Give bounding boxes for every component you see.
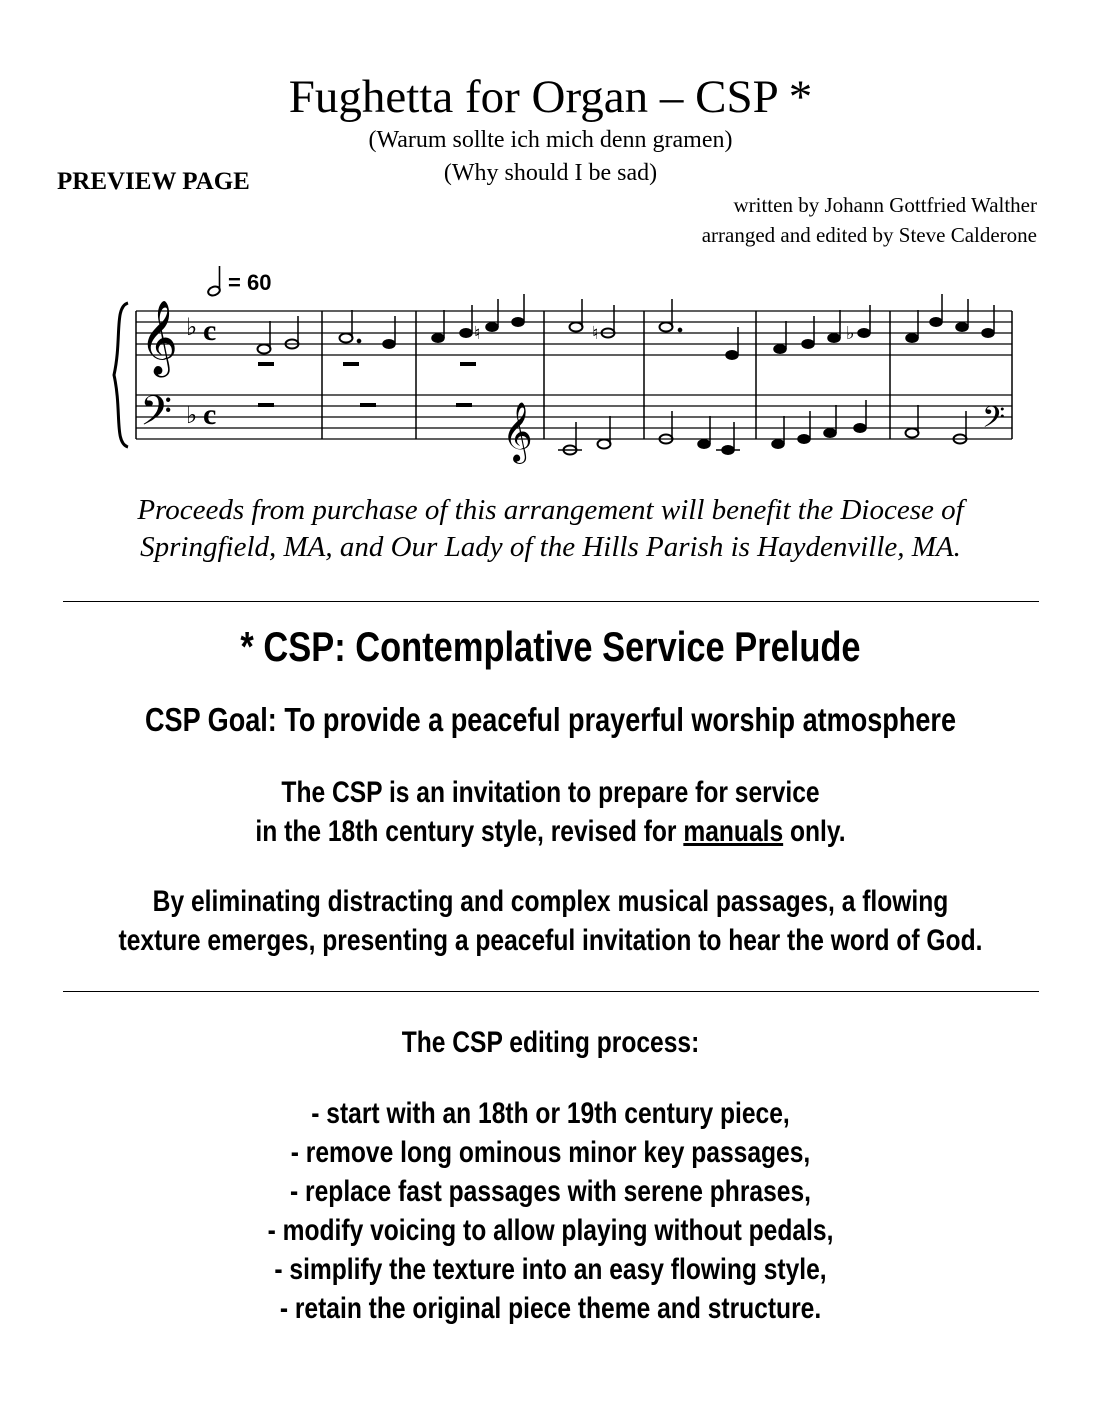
natural-sign-icon: ♮ <box>592 323 599 344</box>
arranger-credit: arranged and edited by Steve Calderone <box>701 223 1037 247</box>
tempo-marking <box>207 266 272 297</box>
csp-rationale-line-2: texture emerges, presenting a peaceful invitation to hear the word of God. <box>118 924 983 957</box>
bass-flat-icon: ♭ <box>186 401 198 429</box>
csp-goal: CSP Goal: To provide a peaceful prayerful worship atmosphere <box>144 701 957 738</box>
clef-change-treble-icon: 𝄞 <box>502 402 533 462</box>
csp-rationale <box>99 882 1002 960</box>
page-title: Fughetta for Organ – CSP * <box>288 71 813 123</box>
tempo-value: = 60 <box>228 270 272 295</box>
flat-sign-icon: ♭ <box>846 323 855 344</box>
bass-clef-icon: 𝄢 <box>140 387 173 445</box>
divider <box>63 601 1039 602</box>
preview-label: PREVIEW PAGE <box>57 168 250 195</box>
bass-staff <box>136 395 1012 439</box>
subtitle-german: (Warum sollte ich mich denn gramen) <box>368 127 733 153</box>
bass-time-signature: c <box>203 398 217 431</box>
manuals-emphasis: manuals <box>683 815 784 848</box>
list-item: - retain the original piece theme and structure. <box>279 1292 822 1325</box>
divider <box>63 991 1039 992</box>
list-item: - start with an 18th or 19th century piece, <box>311 1097 790 1130</box>
barlines <box>136 311 1012 439</box>
music-score <box>100 255 1020 465</box>
treble-notes <box>258 294 995 359</box>
list-item: - replace fast passages with serene phrases, <box>290 1175 811 1208</box>
csp-heading: * CSP: Contemplative Service Prelude <box>240 623 861 670</box>
natural-sign-icon: ♮ <box>474 323 481 344</box>
proceeds-line-1: Proceeds from purchase of this arrangement will benefit the Diocese of <box>137 494 964 526</box>
csp-description-line-1: The CSP is an invitation to prepare for service <box>281 776 820 809</box>
treble-clef-icon: 𝄞 <box>140 301 178 375</box>
clef-change-bass-icon: 𝄢 <box>982 401 1006 442</box>
process-heading: The CSP editing process: <box>401 1026 700 1059</box>
composer-credit: written by Johann Gottfried Walther <box>733 193 1037 217</box>
treble-time-signature: c <box>203 314 217 347</box>
treble-staff <box>136 311 1012 355</box>
treble-flat-icon: ♭ <box>186 313 198 341</box>
rests <box>258 362 476 407</box>
csp-description <box>99 773 1002 851</box>
proceeds-line-2: Springfield, MA, and Our Lady of the Hills Parish is Haydenville, MA. <box>140 531 961 563</box>
text-segment: only. <box>783 815 846 848</box>
csp-description-line-2 <box>99 812 1002 851</box>
lower-notes <box>558 400 967 455</box>
csp-rationale-line-1: By eliminating distracting and complex musical passages, a flowing <box>152 885 949 918</box>
subtitle-english: (Why should I be sad) <box>443 160 658 186</box>
process-steps <box>99 1094 1002 1328</box>
list-item: - remove long ominous minor key passages, <box>290 1136 811 1169</box>
proceeds-notice <box>0 492 1101 566</box>
text-segment: in the 18th century style, revised for <box>255 815 684 848</box>
list-item: - simplify the texture into an easy flowing style, <box>274 1253 827 1286</box>
system-brace <box>114 303 128 447</box>
list-item: - modify voicing to allow playing without pedals, <box>267 1214 834 1247</box>
